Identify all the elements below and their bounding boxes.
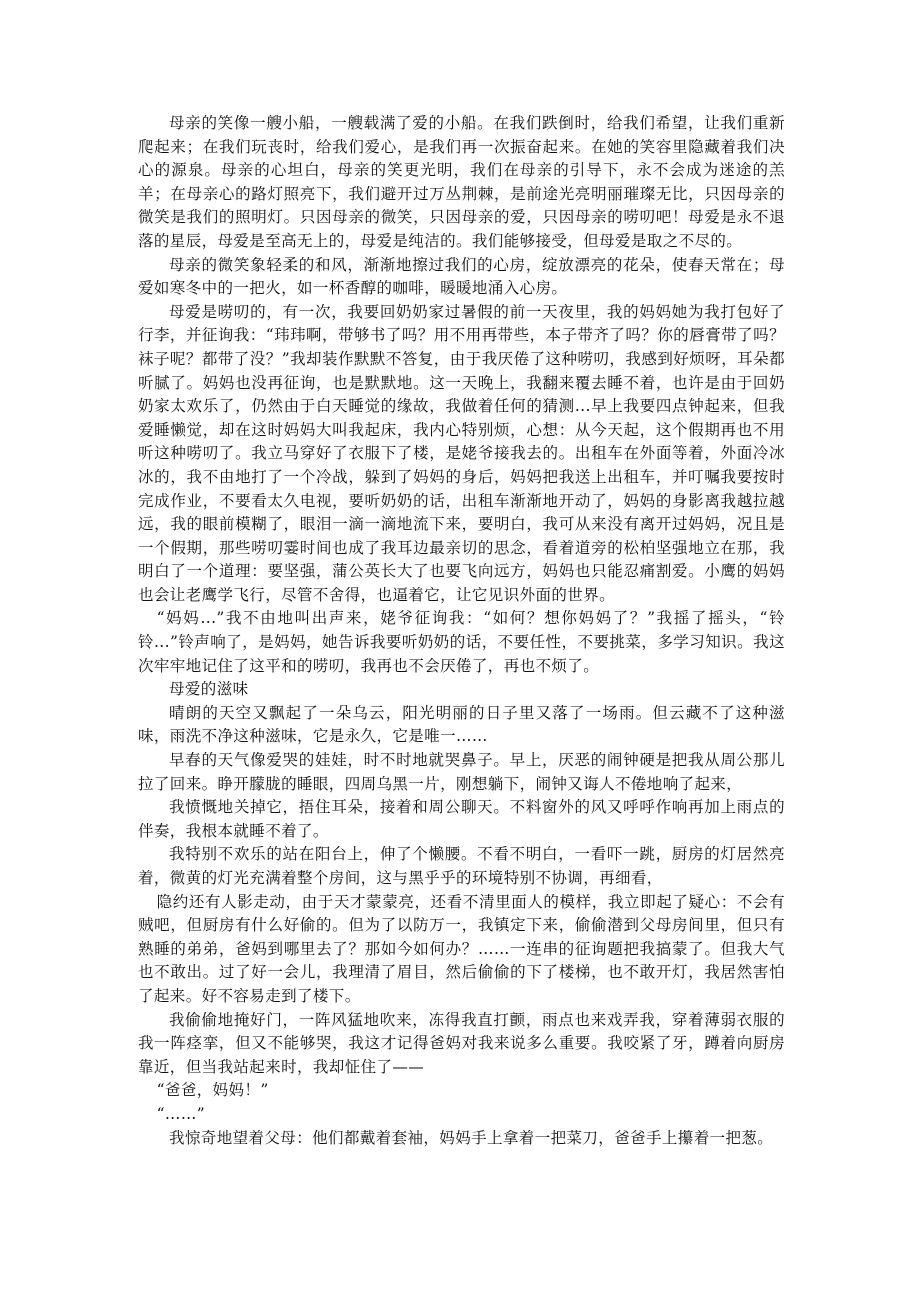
paragraph-balcony: 我特别不欢乐的站在阳台上，伸了个懒腰。不看不明白，一看吓一跳，厨房的灯居然亮着，微黄的灯光充满着整个房间，这与黑乎乎的环境特别不协调，再细看， <box>138 845 785 887</box>
paragraph-alarm-off: 我愤慨地关掉它，捂住耳朵，接着和周公聊天。不料窗外的风又呼呼作响再加上雨点的伴奏，我根本就睡不着了。 <box>138 798 785 840</box>
paragraph-sunny-sky: 晴朗的天空又飘起了一朵乌云，阳光明丽的日子里又落了一场雨。但云藏不了这种滋味，雨洗不净这种滋味，它是永久，它是唯一…… <box>138 703 785 746</box>
paragraph-door: 我偷偷地掩好门，一阵风猛地吹来，冻得我直打颤，雨点也来戏弄我，穿着薄弱衣服的我一阵痉挛，但又不能够哭，我这才记得爸妈对我来说多么重要。我咬紧了牙，蹲着向厨房靠近，但当我站起来时，我却怔住了—— <box>138 1010 785 1076</box>
paragraph-surprise: 我惊奇地望着父母：他们都戴着套袖，妈妈手上拿着一把菜刀，爸爸手上攥着一把葱。 <box>169 1128 774 1147</box>
paragraph-smile-boat: 母亲的笑像一艘小船，一艘载满了爱的小船。在我们跌倒时，给我们希望，让我们重新爬起来；在我们玩丧时，给我们爱心，是我们再一次振奋起来。在她的笑容里隐藏着我们决心的源泉。母亲的心坦白，母亲的笑更光明，我们在母亲的引导下，永不会成为迷途的羔羊；在母亲心的路灯照亮下，我们避开过万丛荆棘，是前途光亮明丽璀璨无比，只因母亲的微笑是我们的照明灯。只因母亲的微笑，只因母亲的爱，只因母亲的唠叨吧！母爱是永不退落的星辰，母爱是至高无上的，母爱是纯洁的。我们能够接受，但母爱是取之不尽的。 <box>138 114 785 250</box>
paragraph-suspicion: 隐约还有人影走动，由于天才蒙蒙亮，还看不清里面人的模样，我立即起了疑心：不会有贼吧，但厨房有什么好偷的。但为了以防万一，我镇定下来，偷偷潜到父母房间里，但只有熟睡的弟弟，爸妈到哪里去了？那如今如何办？……一连串的征询题把我搞蒙了。但我大气也不敢出。过了好一会儿，我理清了眉目，然后偷偷的下了楼梯，也不敢开灯，我居然害怕了起来。好不容易走到了楼下。 <box>138 892 785 1005</box>
paragraph-dialogue-1: “爸爸，妈妈！” <box>156 1081 269 1100</box>
paragraph-dialogue-2: “……” <box>156 1104 206 1123</box>
paragraph-smile-breeze: 母亲的微笑象轻柔的和风，渐渐地擦过我们的心房，绽放漂亮的花朵，使春天常在；母爱如寒冬中的一把火，如一杯香醇的咖啡，暖暖地涌入心房。 <box>138 255 785 298</box>
section-title: 母爱的滋味 <box>169 680 249 699</box>
paragraph-nagging-trip: 母爱是唠叨的，有一次，我要回奶奶家过暑假的前一天夜里，我的妈妈她为我打包好了行李，并征询我：“玮玮啊，带够书了吗？用不用再带些，本子带齐了吗？你的唇膏带了吗？袜子呢？都带了没？”我却装作默默不答复，由于我厌倦了这种唠叨，我感到好烦呀，耳朵都听腻了。妈妈也没再征询，也是默默地。这一天晚上，我翻来覆去睡不着，也许是由于回奶奶家太欢乐了，仍然由于白天睡觉的缘故，我做着任何的猜测...早上我要四点钟起来，但我爱睡懒觉，却在这时妈妈大叫我起床，我内心特别烦，心想：从今天起，这个假期再也不用听这种唠叨了。我立马穿好了衣服下了楼，是姥爷接我去的。出租车在外面等着，外面冷冰冰的，我不由地打了一个冷战，躲到了妈妈的身后，妈妈把我送上出租车，并叮嘱我要按时完成作业，不要看太久电视，要听奶奶的话，出租车渐渐地开动了，妈妈的身影离我越拉越远，我的眼前模糊了，眼泪一滴一滴地流下来，要明白，我可从来没有离开过妈妈，况且是一个假期，那些唠叨霎时间也成了我耳边最亲切的思念，看着道旁的松柏坚强地立在那，我明白了一个道理：要坚强，蒲公英长大了也要飞向远方，妈妈也只能忍痛割爱。小鹰的妈妈也会让老鹰学飞行，尽管不舍得，也逼着它，让它见识外面的世界。 <box>138 302 785 604</box>
paragraph-mom-call: “妈妈...”我不由地叫出声来，姥爷征询我：“如何？想你妈妈了？”我摇了摇头，“铃铃...”铃声响了，是妈妈，她告诉我要听奶奶的话，不要任性，不要挑菜，多学习知识。我这次牢牢地记住了这平和的唠叨，我再也不会厌倦了，再也不烦了。 <box>138 609 785 675</box>
paragraph-early-spring: 早春的天气像爱哭的娃娃，时不时地就哭鼻子。早上，厌恶的闹钟硬是把我从周公那儿拉了回来。睁开朦胧的睡眼，四周乌黑一片，刚想躺下，闹钟又诲人不倦地响了起来， <box>138 751 785 793</box>
